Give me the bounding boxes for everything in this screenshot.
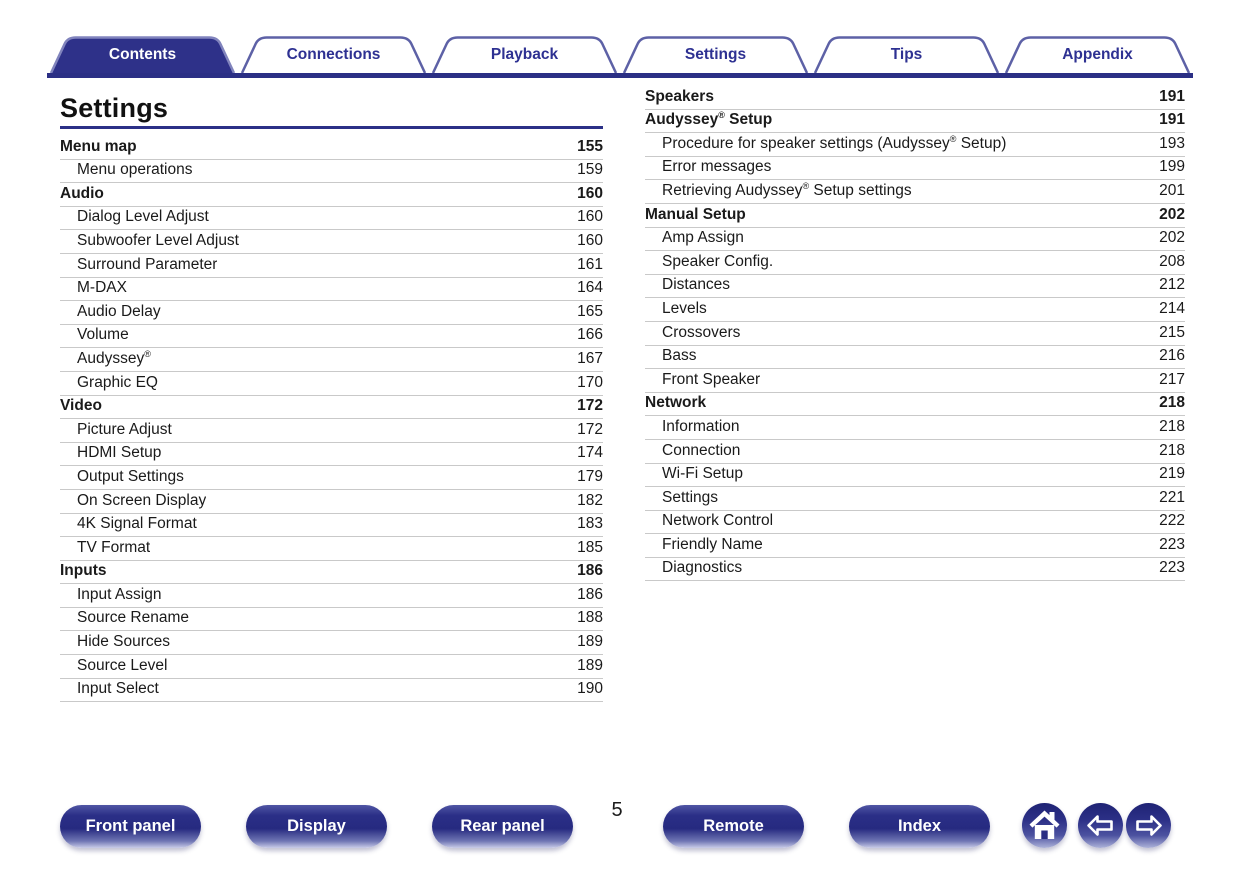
toc-row-label: Video — [60, 397, 102, 415]
forward-icon[interactable] — [1126, 803, 1171, 848]
toc-row-page: 160 — [577, 184, 603, 202]
toc-row[interactable] — [645, 346, 1185, 370]
toc-row[interactable] — [60, 443, 603, 467]
toc-row-page: 172 — [577, 397, 603, 415]
toc-row[interactable] — [645, 204, 1185, 228]
toc-row-page: 189 — [577, 656, 603, 674]
toc-row-page: 223 — [1159, 559, 1185, 577]
toc-column-left — [60, 93, 603, 702]
toc-row-page: 202 — [1159, 205, 1185, 223]
toc-row-label: HDMI Setup — [77, 444, 162, 462]
toc-row-page: 222 — [1159, 512, 1185, 530]
toc-row[interactable] — [60, 514, 603, 538]
toc-row-label: Inputs — [60, 562, 107, 580]
toc-row-label: Manual Setup — [645, 205, 746, 223]
toc-row-label: Friendly Name — [662, 535, 763, 553]
toc-row-label: Wi-Fi Setup — [662, 465, 743, 483]
toc-row-label: Speaker Config. — [662, 252, 774, 270]
toc-row-page: 219 — [1159, 465, 1185, 483]
toc-row[interactable] — [645, 251, 1185, 275]
toc-row[interactable] — [60, 679, 603, 703]
toc-row-page: 161 — [577, 255, 603, 273]
toc-row-label: Information — [662, 417, 740, 435]
back-arrow-glyph — [1078, 803, 1123, 848]
toc-row-label: Volume — [77, 326, 129, 344]
tab-settings[interactable] — [622, 36, 809, 73]
toc-row-label: 4K Signal Format — [77, 515, 197, 533]
toc-row-label: Front Speaker — [662, 370, 761, 388]
tab-bar — [47, 36, 1193, 73]
toc-row-page: 221 — [1159, 488, 1185, 506]
toc-row[interactable] — [645, 133, 1185, 157]
remote-button[interactable]: Remote — [663, 805, 804, 848]
toc-row[interactable] — [60, 254, 603, 278]
tab-label: Connections — [286, 46, 381, 63]
toc-row-page: 223 — [1159, 535, 1185, 553]
toc-row-label: Hide Sources — [77, 633, 171, 651]
toc-row[interactable] — [645, 534, 1185, 558]
toc-row-page: 174 — [577, 444, 603, 462]
toc-row[interactable] — [645, 275, 1185, 299]
toc-row-label: Surround Parameter — [77, 255, 218, 273]
toc-row-page: 155 — [577, 137, 603, 155]
toc-row-label: Levels — [662, 299, 707, 317]
toc-row-label: Audyssey® Setup — [645, 111, 773, 129]
toc-row-label: Dialog Level Adjust — [77, 208, 209, 226]
toc-row-label: Bass — [662, 347, 697, 365]
toc-row-page: 179 — [577, 467, 603, 485]
toc-row[interactable] — [645, 393, 1185, 417]
toc-row[interactable] — [60, 608, 603, 632]
toc-row[interactable] — [60, 466, 603, 490]
toc-row-label: Audyssey® — [77, 349, 151, 367]
display-button[interactable]: Display — [246, 805, 387, 848]
toc-row[interactable] — [60, 490, 603, 514]
toc-row-page: 190 — [577, 680, 603, 698]
front-panel-button[interactable]: Front panel — [60, 805, 201, 848]
toc-row-page: 214 — [1159, 299, 1185, 317]
toc-row-page: 208 — [1159, 252, 1185, 270]
toc-row-label: Amp Assign — [662, 229, 744, 247]
toc-row-label: Menu operations — [77, 161, 193, 179]
toc-row-label: Diagnostics — [662, 559, 743, 577]
toc-row[interactable] — [645, 157, 1185, 181]
toc-row[interactable] — [645, 487, 1185, 511]
toc-row-label: Input Select — [77, 680, 159, 698]
page-title: Settings — [60, 93, 603, 129]
toc-column-right — [645, 86, 1185, 581]
toc-row[interactable] — [60, 396, 603, 420]
toc-row-page: 189 — [577, 633, 603, 651]
toc-row-page: 186 — [577, 562, 603, 580]
toc-row-page: 160 — [577, 231, 603, 249]
toc-row[interactable] — [60, 183, 603, 207]
toc-row[interactable] — [645, 298, 1185, 322]
toc-row[interactable] — [645, 228, 1185, 252]
toc-row-label: TV Format — [77, 538, 151, 556]
toc-row[interactable] — [645, 86, 1185, 110]
toc-row-page: 165 — [577, 302, 603, 320]
toc-row[interactable] — [645, 416, 1185, 440]
toc-row[interactable] — [60, 655, 603, 679]
toc-row-page: 212 — [1159, 276, 1185, 294]
toc-row-page: 183 — [577, 515, 603, 533]
toc-row[interactable] — [60, 348, 603, 372]
toc-row-page: 172 — [577, 420, 603, 438]
toc-row-page: 188 — [577, 609, 603, 627]
toc-row-page: 215 — [1159, 323, 1185, 341]
tab-label: Tips — [890, 46, 923, 63]
toc-row-page: 164 — [577, 279, 603, 297]
home-icon[interactable] — [1022, 803, 1067, 848]
toc-row-page: 201 — [1159, 181, 1185, 199]
toc-row[interactable] — [60, 230, 603, 254]
toc-row[interactable] — [60, 584, 603, 608]
toc-row-label: Output Settings — [77, 467, 184, 485]
toc-row-page: 166 — [577, 326, 603, 344]
toc-row-label: Graphic EQ — [77, 373, 158, 391]
tab-bar-rule — [47, 73, 1193, 78]
tab-appendix[interactable] — [1004, 36, 1191, 73]
toc-row-page: 216 — [1159, 347, 1185, 365]
toc-row-page: 218 — [1159, 441, 1185, 459]
toc-row[interactable] — [60, 160, 603, 184]
toc-row-label: Retrieving Audyssey® Setup settings — [662, 181, 912, 199]
index-button[interactable]: Index — [849, 805, 990, 848]
toc-row-page: 191 — [1159, 87, 1185, 105]
toc-row-page: 186 — [577, 585, 603, 603]
tab-label: Contents — [108, 46, 177, 63]
home-glyph — [1022, 803, 1067, 848]
toc-row[interactable] — [60, 301, 603, 325]
toc-row[interactable] — [60, 372, 603, 396]
tab-contents[interactable] — [49, 36, 236, 73]
toc-row[interactable] — [645, 180, 1185, 204]
rear-panel-button[interactable]: Rear panel — [432, 805, 573, 848]
toc-row-page: 218 — [1159, 394, 1185, 412]
toc-row-label: Source Rename — [77, 609, 190, 627]
toc-row-page: 202 — [1159, 229, 1185, 247]
toc-row-label: Procedure for speaker settings (Audyssey® Setup) — [662, 134, 1007, 152]
toc-row-label: Source Level — [77, 656, 168, 674]
toc-row[interactable] — [60, 278, 603, 302]
toc-left-list — [60, 136, 603, 702]
toc-row-page: 160 — [577, 208, 603, 226]
toc-row-page: 159 — [577, 161, 603, 179]
toc-row[interactable] — [645, 369, 1185, 393]
tab-playback[interactable] — [431, 36, 618, 73]
tab-label: Playback — [490, 46, 559, 63]
toc-row[interactable] — [645, 511, 1185, 535]
toc-row[interactable] — [60, 207, 603, 231]
toc-row[interactable] — [645, 322, 1185, 346]
toc-row-page: 218 — [1159, 417, 1185, 435]
forward-arrow-glyph — [1126, 803, 1171, 848]
toc-row[interactable] — [60, 537, 603, 561]
toc-row[interactable] — [60, 419, 603, 443]
toc-row-label: Audio Delay — [77, 302, 161, 320]
page-number: 5 — [611, 799, 623, 821]
toc-row-page: 191 — [1159, 111, 1185, 129]
toc-row[interactable] — [645, 440, 1185, 464]
toc-row-label: Picture Adjust — [77, 420, 172, 438]
tab-connections[interactable] — [240, 36, 427, 73]
tab-label: Settings — [684, 46, 747, 63]
toc-row-label: Menu map — [60, 137, 137, 155]
toc-row-label: Distances — [662, 276, 731, 294]
toc-row-label: M-DAX — [77, 279, 127, 297]
toc-row-page: 199 — [1159, 158, 1185, 176]
toc-row[interactable] — [60, 631, 603, 655]
toc-row-label: Subwoofer Level Adjust — [77, 231, 239, 249]
toc-row-label: Connection — [662, 441, 741, 459]
toc-row-label: Input Assign — [77, 585, 162, 603]
toc-row-page: 182 — [577, 491, 603, 509]
toc-row[interactable] — [645, 558, 1185, 582]
toc-row-label: Speakers — [645, 87, 714, 105]
toc-row-label: Network — [645, 394, 707, 412]
toc-row[interactable] — [645, 110, 1185, 134]
toc-row-page: 193 — [1159, 134, 1185, 152]
toc-row-label: Audio — [60, 184, 104, 202]
toc-row[interactable] — [60, 561, 603, 585]
toc-row-label: Error messages — [662, 158, 772, 176]
toc-row[interactable] — [60, 136, 603, 160]
tab-tips[interactable] — [813, 36, 1000, 73]
toc-row[interactable] — [645, 464, 1185, 488]
toc-row-page: 167 — [577, 349, 603, 367]
toc-row-page: 170 — [577, 373, 603, 391]
toc-row-label: Crossovers — [662, 323, 741, 341]
toc-row-page: 217 — [1159, 370, 1185, 388]
toc-row-label: Network Control — [662, 512, 774, 530]
tab-label: Appendix — [1062, 46, 1133, 63]
toc-row-label: Settings — [662, 488, 719, 506]
toc-row-label: On Screen Display — [77, 491, 207, 509]
toc-right-list — [645, 86, 1185, 581]
toc-row-page: 185 — [577, 538, 603, 556]
back-icon[interactable] — [1078, 803, 1123, 848]
toc-row[interactable] — [60, 325, 603, 349]
